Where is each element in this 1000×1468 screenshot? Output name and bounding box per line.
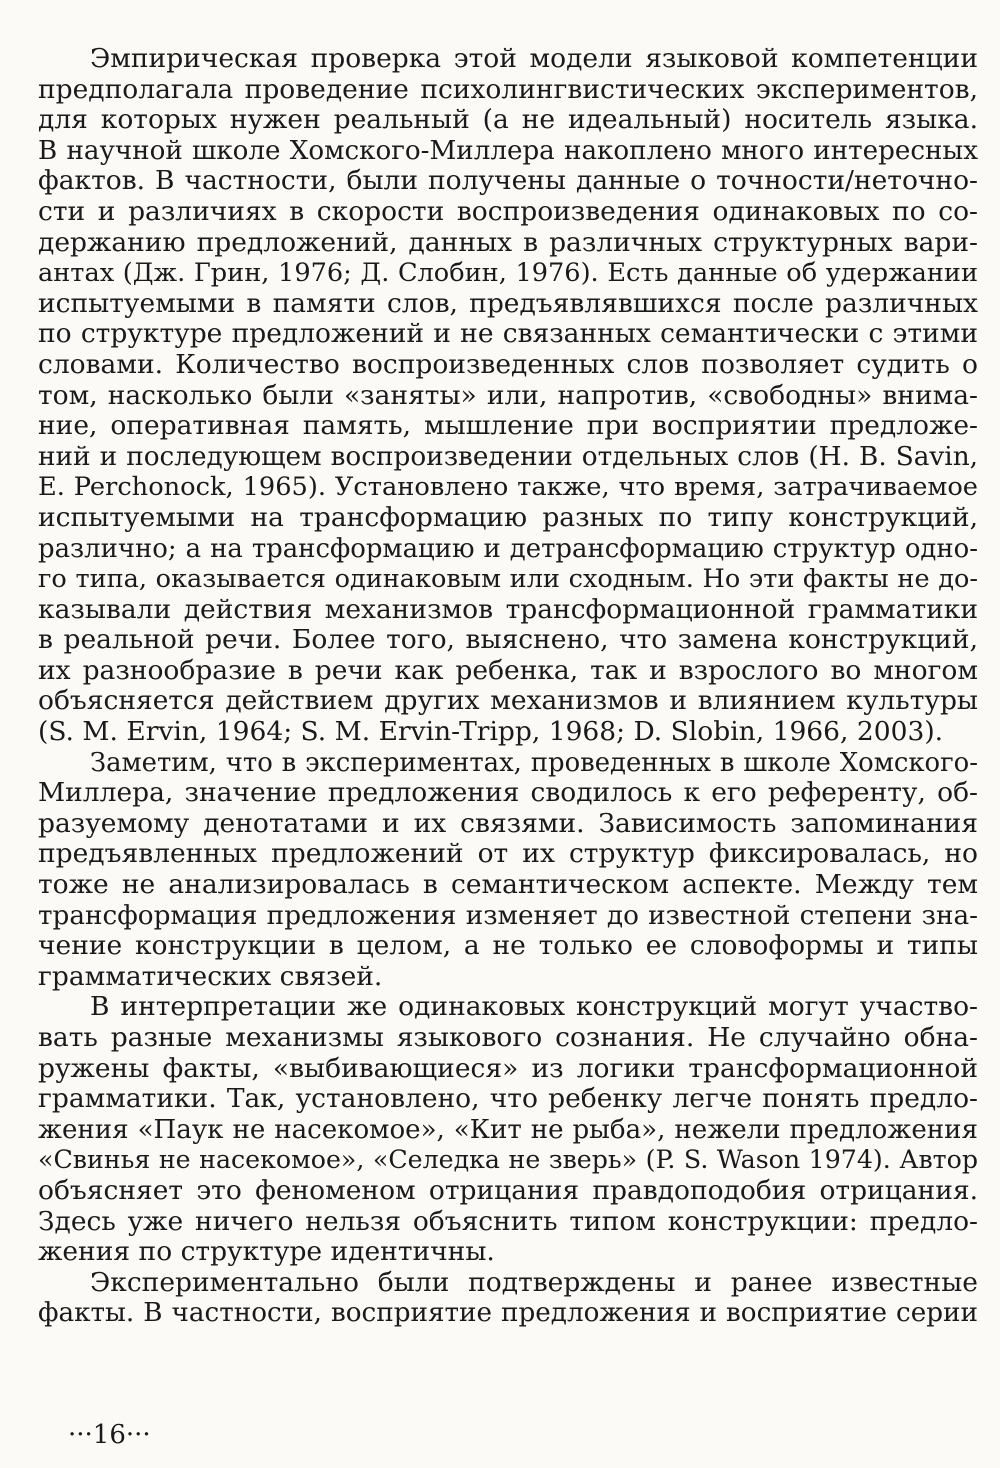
text-line: В интерпретации же одинаковых конструкций могут участво- bbox=[90, 991, 978, 1023]
paragraph-3 bbox=[38, 992, 978, 1267]
text-line: ние, оперативная память, мышление при восприятии предложе- bbox=[38, 410, 978, 442]
text-line: (S. M. Ervin, 1964; S. M. Ervin-Tripp, 1968; D. Slobin, 1966, 2003). bbox=[38, 716, 944, 748]
text-line: жения «Паук не насекомое», «Кит не рыба», нежели предложения bbox=[38, 1114, 978, 1145]
text-line: Миллера, значение предложения сводилось к его референту, об- bbox=[38, 777, 978, 809]
text-line: предъявленных предложений от их структур фиксировалась, но bbox=[38, 838, 978, 870]
text-line: словами. Количество воспроизведенных слов позволяет судить о bbox=[38, 348, 978, 380]
paragraph-2 bbox=[38, 748, 978, 993]
text-line: Экспериментально были подтверждены и ранее известные bbox=[90, 1266, 978, 1298]
text-line: объясняется действием других механизмов и влиянием культуры bbox=[38, 685, 978, 717]
text-line: испытуемыми на трансформацию разных по типу конструкций, bbox=[38, 501, 978, 533]
text-line: го типа, оказывается одинаковым или сходным. Но эти факты не до- bbox=[38, 564, 978, 595]
text-line: ний и последующем воспроизведении отдельных слов (H. B. Savin, bbox=[38, 441, 978, 472]
text-line: держанию предложений, данных в различных структурных вари- bbox=[38, 226, 978, 258]
text-line: вать разные механизмы языкового сознания. Не случайно обна- bbox=[38, 1022, 978, 1053]
text-line: Эмпирическая проверка этой модели языковой компетенции bbox=[90, 43, 978, 74]
text-line: для которых нужен реальный (а не идеальный) носитель языка. bbox=[38, 104, 978, 136]
text-line: жения по структуре идентичны. bbox=[38, 1236, 495, 1268]
text-line: ружены факты, «выбивающиеся» из логики трансформационной bbox=[38, 1052, 978, 1084]
text-line: их разнообразие в речи как ребенка, так и взрослого во многом bbox=[38, 654, 978, 686]
text-line: трансформация предложения изменяет до известной степени зна- bbox=[38, 900, 978, 931]
text-line: в реальной речи. Более того, выяснено, что замена конструкций, bbox=[38, 624, 978, 656]
text-line: тоже не анализировалась в семантическом аспекте. Между тем bbox=[38, 869, 978, 901]
paragraph-4 bbox=[38, 1268, 978, 1329]
text-line: разуемому денотатами и их связями. Зависимость запоминания bbox=[38, 807, 978, 839]
page-number: ···16··· bbox=[68, 1420, 151, 1450]
text-line: факты. В частности, восприятие предложения и восприятие серии bbox=[38, 1298, 978, 1329]
text-line: испытуемыми в памяти слов, предъявлявшихся после различных bbox=[38, 287, 978, 319]
text-line: грамматики. Так, установлено, что ребенку легче понять предло- bbox=[38, 1083, 978, 1115]
text-line: грамматических связей. bbox=[38, 960, 383, 992]
text-line: фактов. В частности, были получены данные о точности/неточно- bbox=[38, 165, 978, 197]
text-line: казывали действия механизмов трансформационной грамматики bbox=[38, 593, 978, 625]
text-line: В научной школе Хомского-Миллера накоплено много интересных bbox=[38, 135, 978, 166]
text-line: антах (Дж. Грин, 1976; Д. Слобин, 1976). Есть данные об удержании bbox=[38, 258, 978, 289]
paragraph-1 bbox=[38, 44, 978, 748]
text-line: том, насколько были «заняты» или, напротив, «свободны» внима- bbox=[38, 379, 978, 411]
page-body bbox=[38, 44, 978, 1329]
text-line: E. Perchonock, 1965). Установлено также, что время, затрачиваемое bbox=[38, 472, 978, 503]
text-line: по структуре предложений и не связанных семантически с этими bbox=[38, 318, 978, 350]
text-line: объясняет это феноменом отрицания правдоподобия отрицания. bbox=[38, 1174, 978, 1206]
text-line: предполагала проведение психолингвистических экспериментов, bbox=[38, 73, 978, 105]
text-line: чение конструкции в целом, а не только ее словоформы и типы bbox=[38, 930, 978, 962]
text-line: различно; а на трансформацию и детрансформацию структур одно- bbox=[38, 533, 978, 564]
text-line: «Свинья не насекомое», «Селедка не зверь» (P. S. Wason 1974). Автор bbox=[38, 1145, 978, 1175]
text-line: Заметим, что в экспериментах, проведенных в школе Хомского- bbox=[90, 747, 978, 778]
text-line: Здесь уже ничего нельзя объяснить типом конструкции: предло- bbox=[38, 1205, 978, 1237]
text-line: сти и различиях в скорости воспроизведения одинаковых по со- bbox=[38, 195, 978, 227]
